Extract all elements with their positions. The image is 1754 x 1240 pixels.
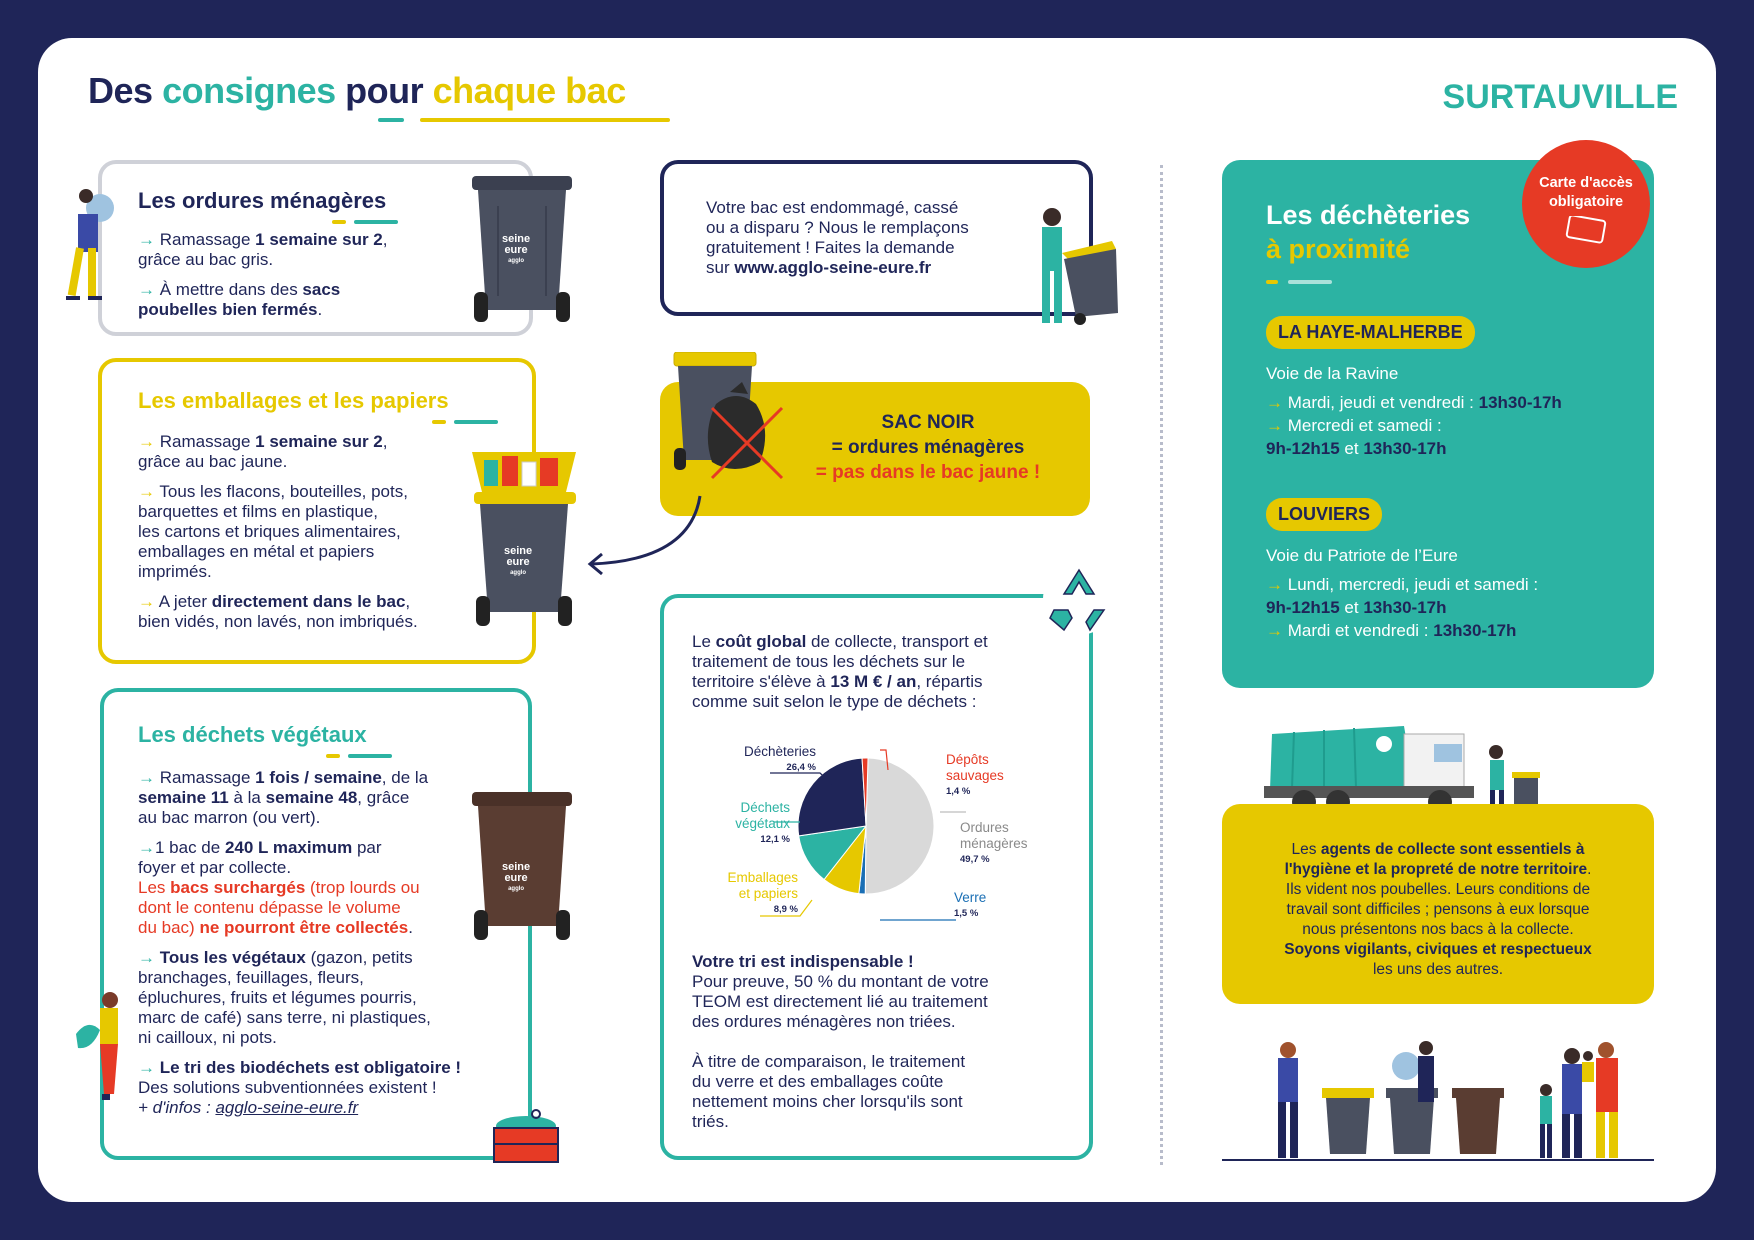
site-name-louviers: LOUVIERS bbox=[1266, 498, 1382, 531]
vegetaux-underline-1 bbox=[326, 754, 340, 758]
decheteries-underline-2 bbox=[1288, 280, 1332, 284]
decheteries-underline-1 bbox=[1266, 280, 1278, 284]
arrow-icon: → bbox=[138, 482, 155, 501]
agglo-link[interactable]: agglo-seine-eure.fr bbox=[215, 1098, 359, 1117]
recycle-icon bbox=[1042, 562, 1116, 636]
pie-label-depots: Dépôts sauvages 1,4 % bbox=[946, 752, 1004, 797]
pie-label-vegetaux: Déchets végétaux 12,1 % bbox=[735, 800, 790, 845]
compost-crate-illustration bbox=[490, 1108, 562, 1166]
agglo-website-link[interactable]: www.agglo-seine-eure.fr bbox=[734, 258, 932, 277]
ordures-text: → Ramassage 1 semaine sur 2, grâce au bac gris. → À mettre dans des sacs poubelles bien fermés. bbox=[138, 230, 388, 319]
bin-brand-logo: seine eure agglo bbox=[502, 233, 531, 264]
card-bac-endommage bbox=[660, 160, 1093, 316]
column-divider bbox=[1160, 165, 1163, 1165]
gardener-illustration bbox=[70, 990, 126, 1110]
arrow-icon: → bbox=[1266, 393, 1283, 412]
arrow-icon: → bbox=[138, 768, 155, 787]
emballages-underline-1 bbox=[432, 420, 446, 424]
person-with-bin-illustration bbox=[1030, 205, 1120, 331]
decheteries-title: Les déchèteries à proximité bbox=[1266, 200, 1471, 264]
emballages-title: Les emballages et les papiers bbox=[138, 388, 449, 413]
pie-label-verre: Verre 1,5 % bbox=[954, 890, 987, 919]
emballages-underline-2 bbox=[454, 420, 498, 424]
family-with-bins-illustration bbox=[1222, 1036, 1654, 1164]
pie-label-ordures: Ordures ménagères 49,7 % bbox=[960, 820, 1028, 865]
vegetaux-underline-2 bbox=[348, 754, 392, 758]
agents-text: Les agents de collecte sont essentiels à l'hygiène et la propreté de notre territoire. Ils vident nos poubelles. Leurs conditions de travail sont difficiles ; pensons à eux lorsque nous présentons nos bacs à la collecte. Soyons vigilants, civiques et respectueux les uns des autres. bbox=[1284, 841, 1592, 978]
arrow-icon: → bbox=[138, 838, 155, 857]
vegetaux-title: Les déchets végétaux bbox=[138, 722, 367, 747]
title-word-3: pour bbox=[345, 70, 424, 111]
arrow-icon: → bbox=[1266, 575, 1283, 594]
arrow-icon: → bbox=[138, 280, 155, 299]
title-word-1: Des bbox=[88, 70, 153, 111]
title-underline-yellow bbox=[420, 118, 670, 122]
arrow-icon: → bbox=[138, 948, 155, 967]
arrow-icon: → bbox=[138, 230, 155, 249]
person-carrying-bag-illustration bbox=[66, 188, 126, 308]
cout-tri: Votre tri est indispensable ! Pour preuve, 50 % du montant de votre TEOM est directement lié au traitement des ordures ménagères non triées. bbox=[692, 952, 989, 1031]
ordures-underline-1 bbox=[332, 220, 346, 224]
arrow-icon: → bbox=[1266, 416, 1283, 435]
cout-intro: Le coût global de collecte, transport et traitement de tous les déchets sur le territoire s'élève à 13 M € / an, répartis comme suit selon le type de déchets : bbox=[692, 632, 988, 711]
site-louviers-info: Voie du Patriote de l’Eure → Lundi, mercredi, jeudi et samedi : 9h-12h15 et 13h30-17h → Mardi et vendredi : 13h30-17h bbox=[1266, 546, 1539, 640]
title-word-2: consignes bbox=[162, 70, 336, 111]
site-la-haye-info: Voie de la Ravine → Mardi, jeudi et vendredi : 13h30-17h → Mercredi et samedi : 9h-12h15 et 13h30-17h bbox=[1266, 364, 1562, 458]
site-name-la-haye: LA HAYE-MALHERBE bbox=[1266, 316, 1475, 349]
bin-brand-logo: seine eure agglo bbox=[504, 545, 533, 576]
emballages-text: → Ramassage 1 semaine sur 2, grâce au bac jaune. → Tous les flacons, bouteilles, pots, barquettes et films en plastique, les cartons et briques alimentaires, emballages en métal et papiers imprimés. → A jeter directement dans le bac, bien vidés, non lavés, non imbriqués. bbox=[138, 432, 418, 631]
endommage-text: Votre bac est endommagé, cassé ou a disparu ? Nous le remplaçons gratuitement ! Faites la demande sur www.agglo-seine-eure.fr bbox=[706, 198, 969, 277]
page-title bbox=[88, 70, 626, 112]
title-word-4: chaque bac bbox=[432, 70, 626, 111]
town-name: SURTAUVILLE bbox=[1442, 78, 1678, 116]
cout-comparaison: À titre de comparaison, le traitement du verre et des emballages coûte nettement moins cher lorsqu'ils sont triés. bbox=[692, 1052, 966, 1131]
access-card-icon bbox=[1564, 216, 1608, 244]
ordures-title: Les ordures ménagères bbox=[138, 188, 387, 213]
pie-label-emballages: Emballages et papiers 8,9 % bbox=[727, 870, 798, 915]
yellow-bin-illustration bbox=[470, 450, 580, 630]
curved-arrow-icon bbox=[580, 490, 710, 580]
title-underline-teal bbox=[378, 118, 404, 122]
access-card-badge: Carte d'accès obligatoire bbox=[1522, 140, 1650, 268]
arrow-icon: → bbox=[138, 592, 155, 611]
pie-label-decheteries: Déchèteries 26,4 % bbox=[743, 744, 816, 773]
vegetaux-text: → Ramassage 1 fois / semaine, de la semaine 11 à la semaine 48, grâce au bac marron (ou vert). →1 bac de 240 L maximum par foyer et par collecte. Les bacs surchargés (trop lourds ou dont le contenu dépasse le volume du bac) ne pourront être collectés. → Tous les végétaux (gazon, petits branchages, feuillages, fleurs, épluchures, fruits et légumes pourris, marc de café) sans terre, ni plastiques, ni cailloux, ni pots. → Le tri des biodéchets est obligatoire ! Des solutions subventionnées existent ! + d'infos : agglo-seine-eure.fr bbox=[138, 768, 462, 1117]
bin-brand-logo: seine eure agglo bbox=[502, 861, 531, 892]
sac-noir-text: SAC NOIR = ordures ménagères = pas dans le bac jaune ! bbox=[815, 412, 1041, 483]
arrow-icon: → bbox=[138, 1058, 155, 1077]
arrow-icon: → bbox=[1266, 621, 1283, 640]
ordures-underline-2 bbox=[354, 220, 398, 224]
black-bag-bin-illustration bbox=[672, 352, 792, 482]
arrow-icon: → bbox=[138, 432, 155, 451]
